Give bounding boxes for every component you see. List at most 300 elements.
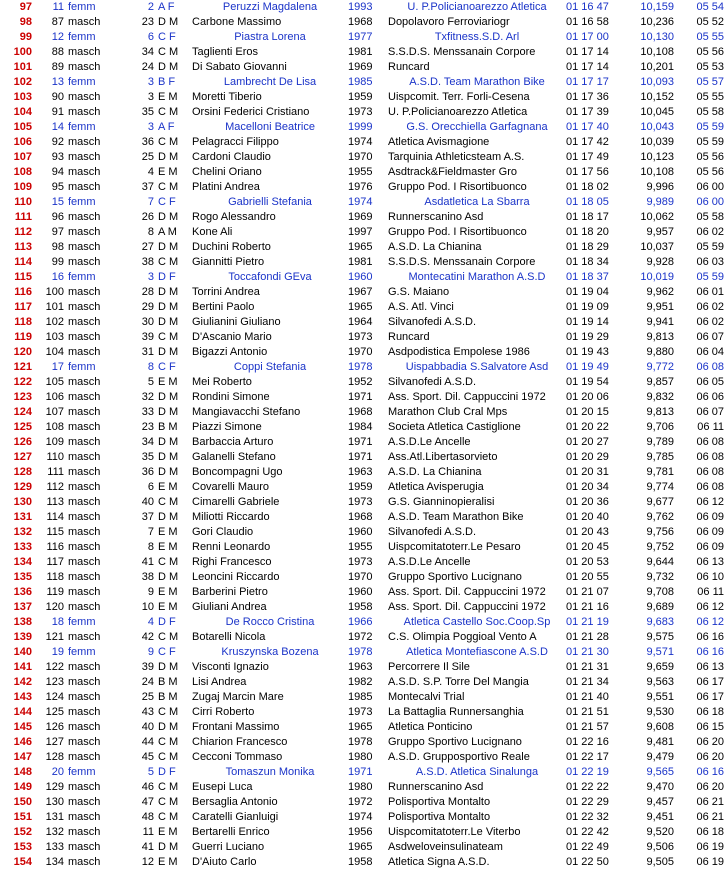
- birth-year: 1968: [348, 511, 373, 523]
- age-group: C M: [158, 811, 179, 823]
- average-speed: 9,989: [646, 196, 674, 208]
- overall-position: 146: [13, 736, 32, 748]
- average-speed: 9,957: [646, 226, 674, 238]
- average-speed: 9,506: [646, 841, 674, 853]
- overall-position: 138: [13, 616, 32, 628]
- age-group: D M: [158, 406, 179, 418]
- group-position: 4: [147, 616, 154, 628]
- athlete-name: Barbaccia Arturo: [192, 436, 274, 448]
- finish-time: 01 21 28: [566, 631, 609, 643]
- pace-per-km: 06 12: [696, 601, 724, 613]
- category-number: 120: [45, 601, 64, 613]
- average-speed: 10,201: [640, 61, 674, 73]
- age-group: E M: [158, 91, 178, 103]
- team-name: Marathon Club Cral Mps: [388, 406, 508, 418]
- athlete-name: Piastra Lorena: [234, 31, 306, 43]
- athlete-name: Bertini Paolo: [192, 301, 255, 313]
- category-number: 99: [51, 256, 64, 268]
- group-position: 25: [141, 691, 154, 703]
- table-row: [0, 420, 728, 435]
- pace-per-km: 06 20: [696, 751, 724, 763]
- overall-position: 145: [13, 721, 32, 733]
- table-row: [0, 615, 728, 630]
- overall-position: 122: [13, 376, 32, 388]
- overall-position: 142: [13, 676, 32, 688]
- gender-category: masch: [68, 316, 101, 328]
- category-number: 108: [45, 421, 64, 433]
- pace-per-km: 06 20: [696, 781, 724, 793]
- gender-category: masch: [68, 586, 101, 598]
- average-speed: 9,762: [646, 511, 674, 523]
- gender-category: femm: [68, 196, 96, 208]
- athlete-name: Piazzi Simone: [192, 421, 262, 433]
- category-number: 125: [45, 706, 64, 718]
- table-row: [0, 465, 728, 480]
- group-position: 29: [141, 301, 154, 313]
- birth-year: 1960: [348, 586, 373, 598]
- category-number: 107: [45, 406, 64, 418]
- finish-time: 01 22 49: [566, 841, 609, 853]
- age-group: D M: [158, 16, 179, 28]
- group-position: 39: [141, 661, 154, 673]
- birth-year: 1973: [348, 106, 373, 118]
- finish-time: 01 17 42: [566, 136, 609, 148]
- group-position: 2: [147, 1, 154, 13]
- age-group: D M: [158, 61, 179, 73]
- table-row: [0, 150, 728, 165]
- athlete-name: Cardoni Claudio: [192, 151, 271, 163]
- category-number: 115: [46, 526, 64, 538]
- table-row: [0, 675, 728, 690]
- pace-per-km: 06 05: [696, 376, 724, 388]
- group-position: 38: [141, 256, 154, 268]
- overall-position: 137: [13, 601, 32, 613]
- athlete-name: Chelini Oriano: [192, 166, 262, 178]
- gender-category: masch: [68, 211, 101, 223]
- age-group: A F: [158, 121, 175, 133]
- table-row: [0, 45, 728, 60]
- table-row: [0, 90, 728, 105]
- overall-position: 121: [13, 361, 32, 373]
- overall-position: 102: [13, 76, 32, 88]
- table-row: [0, 660, 728, 675]
- group-position: 11: [142, 826, 154, 838]
- group-position: 30: [141, 316, 154, 328]
- birth-year: 1999: [348, 121, 373, 133]
- team-name: Uispcomit. Terr. Forli-Cesena: [388, 91, 530, 103]
- athlete-name: Gabrielli Stefania: [228, 196, 312, 208]
- finish-time: 01 19 49: [566, 361, 609, 373]
- birth-year: 1958: [348, 856, 373, 868]
- finish-time: 01 22 22: [566, 781, 609, 793]
- team-name: U. P.Policianoarezzo Atletica: [388, 106, 528, 118]
- age-group: C M: [158, 106, 179, 118]
- age-group: E M: [158, 586, 178, 598]
- team-name: Atletica Montefiascone A.S.D: [406, 646, 548, 658]
- athlete-name: Chiarion Francesco: [192, 736, 288, 748]
- group-position: 48: [141, 811, 154, 823]
- overall-position: 143: [13, 691, 32, 703]
- finish-time: 01 17 14: [566, 46, 609, 58]
- gender-category: masch: [68, 781, 101, 793]
- finish-time: 01 20 31: [566, 466, 609, 478]
- group-position: 45: [141, 751, 154, 763]
- group-position: 3: [147, 76, 154, 88]
- category-number: 97: [51, 226, 64, 238]
- category-number: 122: [45, 661, 64, 673]
- overall-position: 129: [13, 481, 32, 493]
- table-row: [0, 600, 728, 615]
- average-speed: 9,563: [646, 676, 674, 688]
- group-position: 26: [141, 211, 154, 223]
- birth-year: 1984: [348, 421, 373, 433]
- finish-time: 01 19 14: [566, 316, 609, 328]
- pace-per-km: 06 01: [696, 286, 724, 298]
- athlete-name: Kruszynska Bozena: [221, 646, 319, 658]
- gender-category: masch: [68, 601, 101, 613]
- gender-category: masch: [68, 46, 101, 58]
- birth-year: 1973: [348, 496, 373, 508]
- team-name: Percorrere Il Sile: [388, 661, 470, 673]
- athlete-name: Mei Roberto: [192, 376, 252, 388]
- pace-per-km: 05 55: [696, 91, 724, 103]
- group-position: 44: [141, 736, 154, 748]
- average-speed: 9,551: [646, 691, 674, 703]
- overall-position: 99: [19, 31, 32, 43]
- pace-per-km: 06 03: [696, 256, 724, 268]
- team-name: Silvanofedi A.S.D.: [388, 316, 477, 328]
- group-position: 46: [141, 781, 154, 793]
- overall-position: 141: [13, 661, 32, 673]
- team-name: Atletica Ponticino: [388, 721, 473, 733]
- average-speed: 9,756: [646, 526, 674, 538]
- gender-category: femm: [68, 646, 96, 658]
- table-row: [0, 180, 728, 195]
- category-number: 124: [45, 691, 64, 703]
- pace-per-km: 06 21: [696, 796, 724, 808]
- overall-position: 147: [13, 751, 32, 763]
- team-name: Asdatletica La Sbarra: [424, 196, 530, 208]
- finish-time: 01 22 29: [566, 796, 609, 808]
- category-number: 94: [51, 166, 64, 178]
- group-position: 25: [141, 151, 154, 163]
- pace-per-km: 06 00: [696, 181, 724, 193]
- pace-per-km: 06 19: [696, 841, 724, 853]
- average-speed: 10,236: [640, 16, 674, 28]
- birth-year: 1980: [348, 751, 373, 763]
- team-name: A.S.D. Team Marathon Bike: [409, 76, 545, 88]
- gender-category: masch: [68, 451, 101, 463]
- team-name: Txfitness.S.D. Arl: [434, 31, 520, 43]
- finish-time: 01 19 04: [566, 286, 609, 298]
- finish-time: 01 20 34: [566, 481, 609, 493]
- team-name: Ass. Sport. Dil. Cappuccini 1972: [388, 601, 546, 613]
- team-name: S.S.D.S. Menssanain Corpore: [388, 256, 536, 268]
- table-row: [0, 225, 728, 240]
- overall-position: 148: [13, 766, 32, 778]
- athlete-name: Covarelli Mauro: [192, 481, 270, 493]
- group-position: 8: [147, 226, 154, 238]
- overall-position: 113: [14, 241, 32, 253]
- team-name: Societa Atletica Castiglione: [388, 421, 521, 433]
- gender-category: masch: [68, 466, 101, 478]
- gender-category: masch: [68, 286, 101, 298]
- team-name: Runnerscanino Asd: [388, 211, 484, 223]
- athlete-name: Cecconi Tommaso: [192, 751, 283, 763]
- group-position: 9: [147, 586, 154, 598]
- average-speed: 9,832: [646, 391, 674, 403]
- category-number: 106: [45, 391, 64, 403]
- team-name: Asdpodistica Empolese 1986: [388, 346, 530, 358]
- group-position: 39: [141, 331, 154, 343]
- athlete-name: Kone Ali: [192, 226, 233, 238]
- gender-category: masch: [68, 841, 101, 853]
- pace-per-km: 06 08: [696, 481, 724, 493]
- age-group: D M: [158, 211, 179, 223]
- team-name: Runcard: [388, 331, 430, 343]
- finish-time: 01 18 34: [566, 256, 609, 268]
- team-name: Tarquinia Athleticsteam A.S.: [388, 151, 525, 163]
- pace-per-km: 06 19: [696, 856, 724, 868]
- age-group: C M: [158, 136, 179, 148]
- overall-position: 97: [19, 1, 32, 13]
- pace-per-km: 06 13: [696, 661, 724, 673]
- athlete-name: Taglienti Eros: [192, 46, 259, 58]
- age-group: C M: [158, 46, 179, 58]
- age-group: B M: [158, 421, 178, 433]
- gender-category: masch: [68, 166, 101, 178]
- pace-per-km: 06 16: [696, 631, 724, 643]
- finish-time: 01 18 17: [566, 211, 609, 223]
- birth-year: 1955: [348, 166, 373, 178]
- pace-per-km: 06 02: [696, 301, 724, 313]
- athlete-name: Bersaglia Antonio: [192, 796, 278, 808]
- category-number: 105: [45, 376, 64, 388]
- group-position: 4: [147, 166, 154, 178]
- category-number: 18: [51, 616, 64, 628]
- average-speed: 9,813: [646, 406, 674, 418]
- average-speed: 10,093: [640, 76, 674, 88]
- category-number: 114: [46, 511, 64, 523]
- table-row: [0, 750, 728, 765]
- pace-per-km: 05 52: [696, 16, 724, 28]
- table-row: [0, 405, 728, 420]
- category-number: 111: [47, 466, 64, 478]
- pace-per-km: 06 06: [696, 391, 724, 403]
- category-number: 127: [45, 736, 64, 748]
- finish-time: 01 20 15: [566, 406, 609, 418]
- gender-category: masch: [68, 391, 101, 403]
- overall-position: 128: [13, 466, 32, 478]
- finish-time: 01 22 50: [566, 856, 609, 868]
- age-group: D M: [158, 451, 179, 463]
- average-speed: 10,062: [640, 211, 674, 223]
- overall-position: 110: [14, 196, 32, 208]
- gender-category: masch: [68, 346, 101, 358]
- team-name: Polisportiva Montalto: [388, 811, 491, 823]
- birth-year: 1968: [348, 16, 373, 28]
- finish-time: 01 19 29: [566, 331, 609, 343]
- table-row: [0, 330, 728, 345]
- table-row: [0, 135, 728, 150]
- category-number: 119: [46, 586, 64, 598]
- team-name: La Battaglia Runnersanghia: [388, 706, 524, 718]
- age-group: B F: [158, 76, 176, 88]
- finish-time: 01 17 00: [566, 31, 609, 43]
- athlete-name: Eusepi Luca: [192, 781, 253, 793]
- category-number: 13: [51, 76, 64, 88]
- group-position: 3: [147, 121, 154, 133]
- gender-category: masch: [68, 406, 101, 418]
- finish-time: 01 21 19: [566, 616, 609, 628]
- birth-year: 1980: [348, 781, 373, 793]
- average-speed: 10,045: [640, 106, 674, 118]
- birth-year: 1973: [348, 556, 373, 568]
- group-position: 3: [147, 271, 154, 283]
- finish-time: 01 20 53: [566, 556, 609, 568]
- team-name: Ass.Atl.Libertasorvieto: [388, 451, 498, 463]
- category-number: 133: [45, 841, 64, 853]
- team-name: Uispcomitatoterr.Le Viterbo: [388, 826, 521, 838]
- age-group: E M: [158, 526, 178, 538]
- group-position: 38: [141, 571, 154, 583]
- table-row: [0, 450, 728, 465]
- athlete-name: Giulianini Giuliano: [192, 316, 281, 328]
- average-speed: 9,470: [646, 781, 674, 793]
- athlete-name: Di Sabato Giovanni: [192, 61, 287, 73]
- group-position: 3: [147, 91, 154, 103]
- birth-year: 1971: [348, 391, 373, 403]
- category-number: 109: [45, 436, 64, 448]
- average-speed: 9,575: [646, 631, 674, 643]
- group-position: 6: [147, 31, 154, 43]
- average-speed: 10,159: [640, 1, 674, 13]
- table-row: [0, 195, 728, 210]
- group-position: 24: [141, 61, 154, 73]
- overall-position: 150: [13, 796, 32, 808]
- gender-category: masch: [68, 571, 101, 583]
- age-group: D F: [158, 271, 176, 283]
- category-number: 132: [45, 826, 64, 838]
- gender-category: femm: [68, 76, 96, 88]
- pace-per-km: 06 02: [696, 316, 724, 328]
- pace-per-km: 05 55: [696, 31, 724, 43]
- finish-time: 01 21 30: [566, 646, 609, 658]
- team-name: Montecatini Marathon A.S.D: [408, 271, 546, 283]
- birth-year: 1964: [348, 316, 373, 328]
- category-number: 117: [46, 556, 64, 568]
- gender-category: masch: [68, 706, 101, 718]
- pace-per-km: 06 11: [697, 421, 724, 433]
- finish-time: 01 18 02: [566, 181, 609, 193]
- age-group: D M: [158, 286, 179, 298]
- table-row: [0, 30, 728, 45]
- pace-per-km: 06 12: [696, 616, 724, 628]
- group-position: 10: [141, 601, 154, 613]
- average-speed: 9,571: [646, 646, 674, 658]
- gender-category: femm: [68, 361, 96, 373]
- group-position: 5: [147, 376, 154, 388]
- overall-position: 136: [13, 586, 32, 598]
- age-group: D M: [158, 571, 179, 583]
- athlete-name: Frontani Massimo: [192, 721, 280, 733]
- pace-per-km: 06 16: [696, 766, 724, 778]
- athlete-name: Renni Leonardo: [192, 541, 271, 553]
- athlete-name: Orsini Federici Cristiano: [192, 106, 310, 118]
- overall-position: 123: [13, 391, 32, 403]
- age-group: C F: [158, 361, 176, 373]
- overall-position: 115: [14, 271, 32, 283]
- finish-time: 01 20 06: [566, 391, 609, 403]
- gender-category: femm: [68, 766, 96, 778]
- team-name: Runnerscanino Asd: [388, 781, 484, 793]
- athlete-name: Coppi Stefania: [233, 361, 307, 373]
- birth-year: 1959: [348, 481, 373, 493]
- team-name: A.S.D. S.P. Torre Del Mangia: [388, 676, 529, 688]
- finish-time: 01 22 16: [566, 736, 609, 748]
- age-group: D M: [158, 346, 179, 358]
- gender-category: masch: [68, 631, 101, 643]
- pace-per-km: 06 09: [696, 526, 724, 538]
- overall-position: 112: [14, 226, 32, 238]
- birth-year: 1976: [348, 181, 373, 193]
- table-row: [0, 285, 728, 300]
- average-speed: 9,928: [646, 256, 674, 268]
- gender-category: masch: [68, 811, 101, 823]
- category-number: 95: [51, 181, 64, 193]
- average-speed: 9,481: [646, 736, 674, 748]
- average-speed: 9,706: [646, 421, 674, 433]
- athlete-name: Cimarelli Gabriele: [192, 496, 280, 508]
- birth-year: 1985: [348, 691, 373, 703]
- pace-per-km: 05 58: [696, 106, 724, 118]
- birth-year: 1969: [348, 211, 373, 223]
- pace-per-km: 06 08: [696, 451, 724, 463]
- average-speed: 9,996: [646, 181, 674, 193]
- pace-per-km: 06 18: [696, 706, 724, 718]
- athlete-name: Platini Andrea: [192, 181, 260, 193]
- age-group: D M: [158, 391, 179, 403]
- overall-position: 132: [13, 526, 32, 538]
- pace-per-km: 06 16: [696, 646, 724, 658]
- table-row: [0, 735, 728, 750]
- athlete-name: Guerri Luciano: [192, 841, 265, 853]
- age-group: C M: [158, 631, 179, 643]
- birth-year: 1977: [348, 31, 373, 43]
- table-row: [0, 255, 728, 270]
- athlete-name: Moretti Tiberio: [192, 91, 262, 103]
- group-position: 32: [141, 391, 154, 403]
- finish-time: 01 21 16: [566, 601, 609, 613]
- table-row: [0, 495, 728, 510]
- birth-year: 1981: [348, 256, 373, 268]
- age-group: C F: [158, 196, 176, 208]
- group-position: 23: [141, 421, 154, 433]
- birth-year: 1971: [348, 451, 373, 463]
- table-row: [0, 75, 728, 90]
- gender-category: masch: [68, 226, 101, 238]
- category-number: 17: [51, 361, 64, 373]
- pace-per-km: 06 10: [696, 571, 724, 583]
- category-number: 104: [45, 346, 64, 358]
- age-group: D F: [158, 616, 176, 628]
- team-name: Montecalvi Trial: [388, 691, 465, 703]
- gender-category: masch: [68, 511, 101, 523]
- age-group: B M: [158, 691, 178, 703]
- table-row: [0, 240, 728, 255]
- finish-time: 01 17 17: [566, 76, 609, 88]
- category-number: 12: [51, 31, 64, 43]
